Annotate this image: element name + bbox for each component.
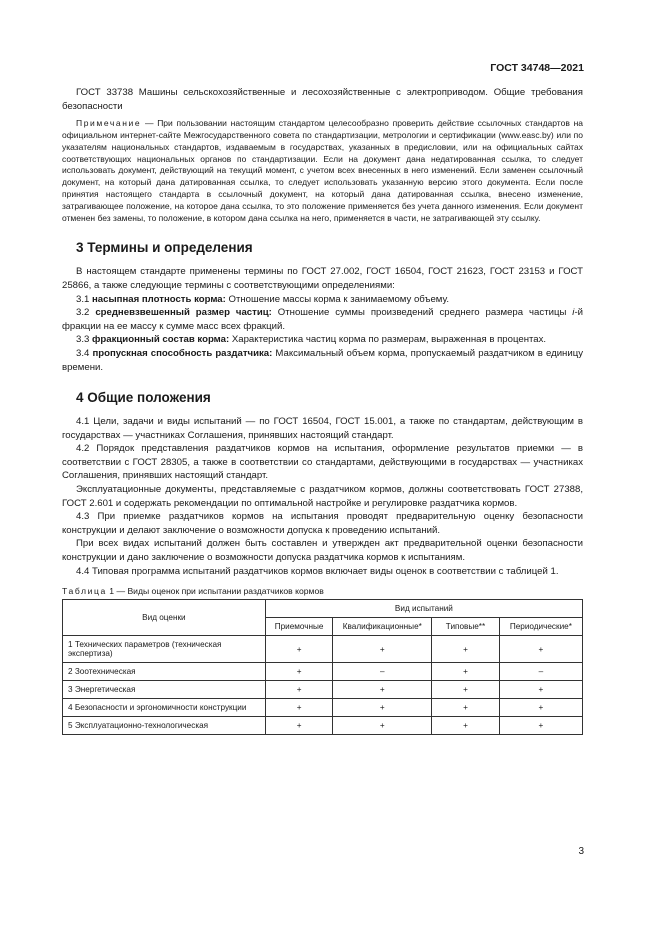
note-paragraph <box>62 118 583 224</box>
row-label: 5 Эксплуатационно-технологическая <box>63 717 266 735</box>
table-caption-label: Таблица <box>62 586 107 597</box>
table-cell: + <box>265 663 333 681</box>
term-name: фракционный состав корма: <box>92 334 230 346</box>
table-cell: + <box>333 717 432 735</box>
paragraph-4-3-act: При всех видах испытаний должен быть составлен и утвержден акт предварительной оценки безопасности конструкции и дано заключение о возможности допуска раздатчика кормов к испытаниям. <box>62 538 583 564</box>
term-definition: -й фракции на ее массу к сумме масс всех фракций. <box>62 307 583 332</box>
table-cell: + <box>333 681 432 699</box>
term-3-1 <box>62 293 583 307</box>
table-cell: – <box>499 663 582 681</box>
column-header: Приемочные <box>265 618 333 636</box>
table-cell: + <box>499 681 582 699</box>
table-cell: + <box>333 636 432 663</box>
note-label: Примечание <box>76 118 142 129</box>
paragraph-4-2-docs: Эксплуатационные документы, представляемые с раздатчиком кормов, должны соответствовать ГОСТ 27388, ГОСТ 2.601 и содержать рекомендации по оптимальной настройке и регулировке раздатчика кормов. <box>62 484 583 509</box>
table-row <box>63 636 583 663</box>
table-cell: + <box>432 663 500 681</box>
row-label: 2 Зоотехническая <box>63 663 266 681</box>
paragraph-4-2: 4.2 Порядок представления раздатчиков кормов на испытания, оформление результатов приемки — в соответствии с ГОСТ 28305, а также в соответствии со стандартами, действующими в государствах — участниках Соглашения, принявших настоящий стандарт. <box>62 443 583 482</box>
table-caption <box>62 586 583 596</box>
term-name: средневзвешенный размер частиц: <box>95 307 272 319</box>
term-definition: Максимальный объем корма, пропускаемый раздатчиком в единицу времени. <box>62 347 583 373</box>
term-3-3 <box>62 333 583 347</box>
row-label: 3 Энергетическая <box>63 681 266 699</box>
term-number: 3.1 <box>76 293 93 305</box>
table-cell: – <box>333 663 432 681</box>
table-row <box>63 681 583 699</box>
term-3-4 <box>62 347 583 374</box>
table-cell: + <box>265 636 333 663</box>
evaluation-table <box>62 599 583 735</box>
table-cell: + <box>432 681 500 699</box>
table-cell: + <box>333 699 432 717</box>
term-definition: Отношение суммы произведений среднего размера частицы <box>271 307 573 319</box>
column-group-header: Вид испытаний <box>265 600 582 618</box>
term-number: 3.4 <box>76 347 93 359</box>
term-number: 3.3 <box>76 334 93 346</box>
table-row <box>63 699 583 717</box>
term-definition: Отношение массы корма к занимаемому объему. <box>225 293 450 305</box>
table-cell: + <box>499 636 582 663</box>
table-cell: + <box>499 699 582 717</box>
table-cell: + <box>265 699 333 717</box>
document-header: ГОСТ 34748—2021 <box>490 62 584 74</box>
table-cell: + <box>499 717 582 735</box>
section-3-intro: В настоящем стандарте применены термины по ГОСТ 27.002, ГОСТ 16504, ГОСТ 21623, ГОСТ 23153 и ГОСТ 25866, а также следующие термины с соответствующими определениями: <box>62 266 583 291</box>
note-text: — При пользовании настоящим стандартом целесообразно проверить действие ссылочных стандартов на официальном интернет-сайте Межгосударственного совета по стандартизации, метрологии и сертификации (www.easc.by) или по указателям национальных стандартов, издаваемым в государствах, указанных в предисловии, или на официальных сайтах соответствующих национальных органов по стандартизации. Если на документ дана недатированная ссылка, то следует использовать документ, действующий на текущий момент, с учетом всех внесенных в него изменений. Если заменен ссылочный документ, на который дана датированная ссылка, то следует использовать указанную версию этого документа. Если после принятия настоящего стандарта в ссылочный документ, на который дана датированная ссылка, внесено изменение, затрагивающее положение, на которое дана ссылка, то это положение применяется без учета данного изменения. Если документ отменен без замены, то положение, в котором дана ссылка на него, применяется в части, не затрагивающей эту ссылку. <box>62 118 583 223</box>
page-number: 3 <box>578 846 584 857</box>
paragraph-4-4: 4.4 Типовая программа испытаний раздатчиков кормов включает виды оценок в соответствии с таблицей 1. <box>76 565 559 577</box>
reference-gost33738: ГОСТ 33738 Машины сельскохозяйственные и лесохозяйственные с электроприводом. Общие требования безопасности <box>62 87 583 112</box>
table-row <box>63 663 583 681</box>
term-definition: Характеристика частиц корма по размерам, выраженная в процентах. <box>229 334 547 346</box>
table-cell: + <box>265 681 333 699</box>
term-definition-italic: i <box>572 307 575 319</box>
paragraph-4-1: 4.1 Цели, задачи и виды испытаний — по ГОСТ 16504, ГОСТ 15.001, а также по стандартам, действующим в государствах — участниках Соглашения, принявших настоящий стандарт. <box>62 416 583 441</box>
paragraph-4-3: 4.3 При приемке раздатчиков кормов на испытания проводят предварительную оценку безопасности конструкции и делают заключение о возможности допуска к проведению испытаний. <box>62 511 583 536</box>
column-header-evaluation: Вид оценки <box>63 600 266 636</box>
column-header: Типовые** <box>432 618 500 636</box>
row-label: 4 Безопасности и эргономичности конструкции <box>63 699 266 717</box>
table-caption-text: 1 — Виды оценок при испытании раздатчиков кормов <box>106 586 324 597</box>
section-4-title: 4 Общие положения <box>76 390 211 406</box>
table-cell: + <box>432 717 500 735</box>
term-name: пропускная способность раздатчика: <box>92 347 273 359</box>
term-3-2 <box>62 306 583 333</box>
column-header: Периодические* <box>499 618 582 636</box>
table-cell: + <box>265 717 333 735</box>
page-content <box>62 86 583 735</box>
table-cell: + <box>432 699 500 717</box>
table-row <box>63 717 583 735</box>
row-label: 1 Технических параметров (техническая экспертиза) <box>63 636 266 663</box>
section-3-title: 3 Термины и определения <box>76 240 253 256</box>
table-cell: + <box>432 636 500 663</box>
column-header: Квалификационные* <box>333 618 432 636</box>
term-number: 3.2 <box>76 307 96 319</box>
term-name: насыпная плотность корма: <box>92 293 226 305</box>
